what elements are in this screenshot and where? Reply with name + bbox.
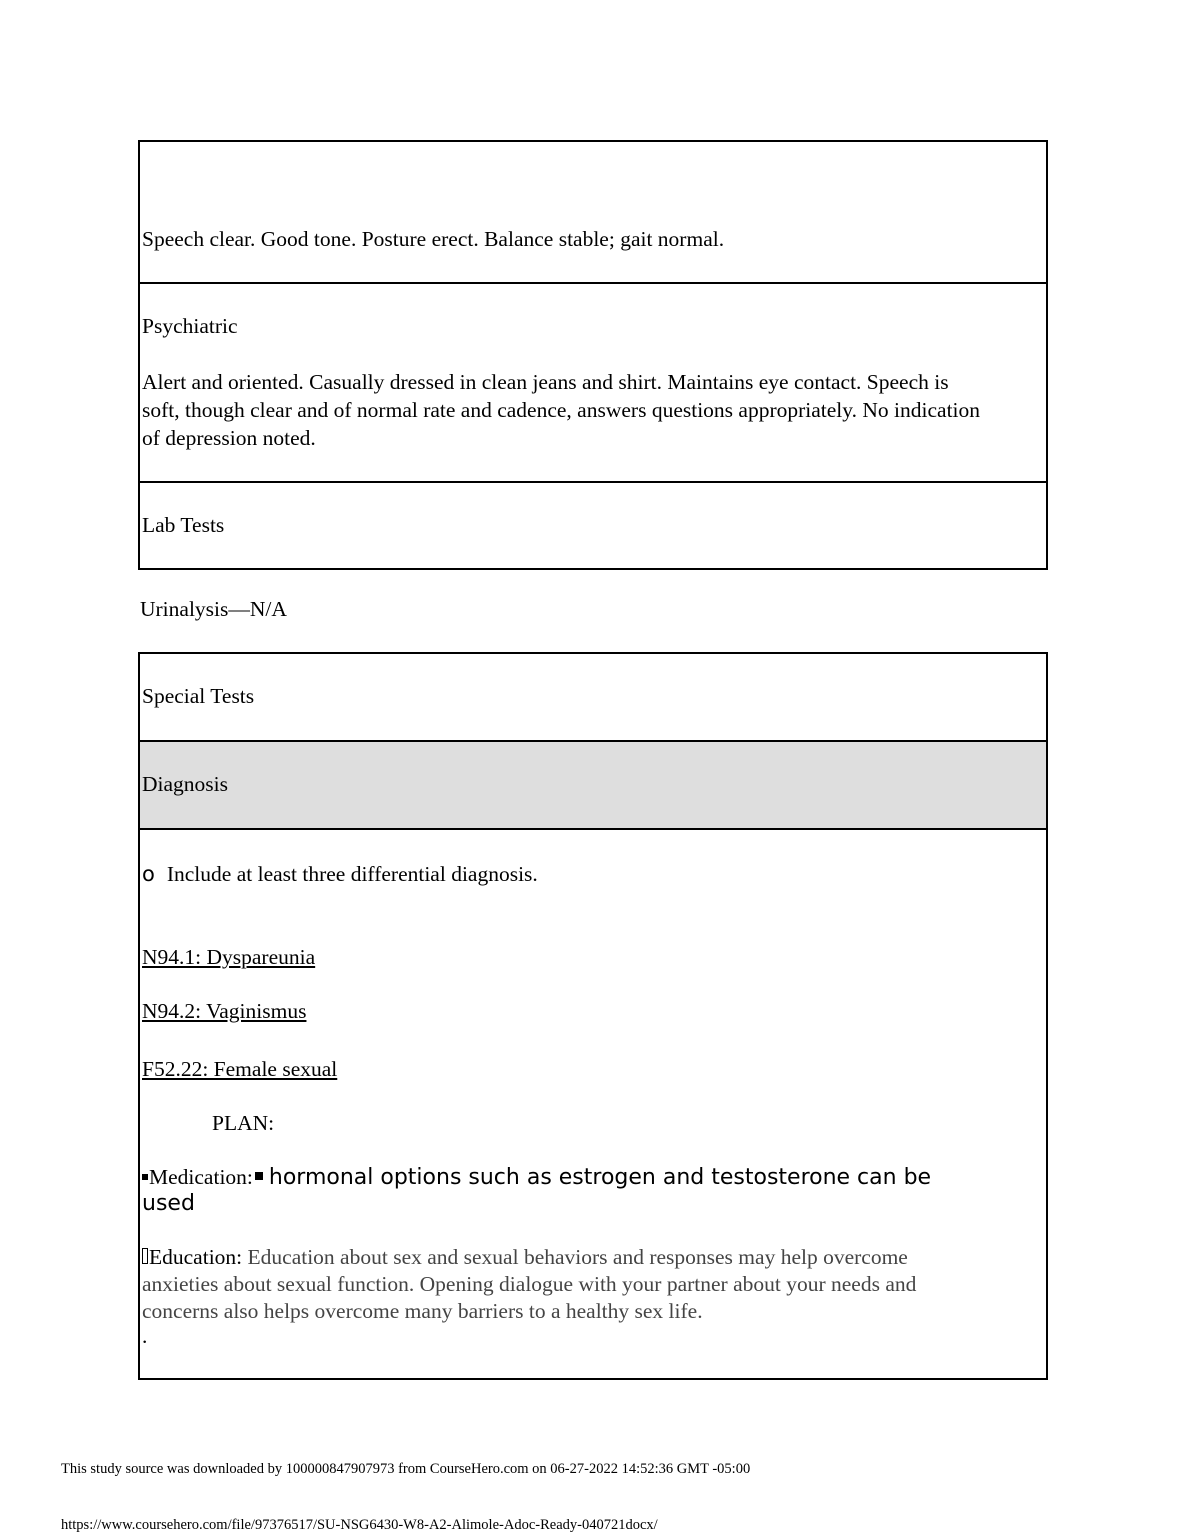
square-bullet-icon: [255, 1172, 263, 1180]
plan-heading: PLAN:: [212, 1111, 275, 1135]
education-text-line-1: Education about sex and sexual behaviors and responses may help overcome: [247, 1245, 908, 1269]
missing-glyph-icon: [142, 1248, 148, 1264]
medication-label: Medication:: [149, 1165, 253, 1189]
special-tests-heading: Special Tests: [142, 684, 255, 708]
education-text-line-3: concerns also helps overcome many barriers to a healthy sex life.: [142, 1299, 703, 1323]
lab-tests-heading: Lab Tests: [142, 513, 225, 537]
lab-tests-row: [140, 483, 1046, 568]
diagnosis-item-1: N94.1: Dyspareunia: [142, 945, 316, 969]
exam-table: [138, 140, 1048, 570]
diagnosis-content-row: [140, 830, 1046, 1378]
psychiatric-row: [140, 284, 1046, 483]
download-notice: This study source was downloaded by 100000847907973 from CourseHero.com on 06-27-2022 14:52:36 GMT -05:00: [61, 1461, 751, 1477]
instruction-item: [142, 860, 1044, 888]
education-line-1: [142, 1243, 1044, 1271]
medication-line: [142, 1163, 1044, 1191]
source-url: https://www.coursehero.com/file/97376517/SU-NSG6430-W8-A2-Alimole-Adoc-Ready-040721docx/: [61, 1517, 658, 1533]
medication-text-line-2: used: [142, 1191, 195, 1216]
psychiatric-line-1: Alert and oriented. Casually dressed in clean jeans and shirt. Maintains eye contact. Speech is: [142, 370, 949, 394]
psychiatric-heading: Psychiatric: [142, 314, 238, 338]
diagnosis-item-2: N94.2: Vaginismus: [142, 999, 307, 1023]
special-tests-row: [140, 654, 1046, 742]
psychiatric-line-2: soft, though clear and of normal rate and cadence, answers questions appropriately. No indication: [142, 398, 981, 422]
trailing-period: .: [142, 1324, 148, 1348]
urinalysis-text: Urinalysis—N/A: [140, 597, 287, 621]
neuro-text: Speech clear. Good tone. Posture erect. Balance stable; gait normal.: [142, 227, 725, 251]
medication-text-line-1: hormonal options such as estrogen and testosterone can be: [268, 1165, 932, 1190]
diagnosis-heading: Diagnosis: [142, 772, 228, 796]
psychiatric-line-3: of depression noted.: [142, 426, 316, 450]
diagnosis-item-3: F52.22: Female sexual: [142, 1057, 338, 1081]
square-bullet-icon: [142, 1174, 148, 1180]
diagnosis-row: [140, 742, 1046, 830]
instruction-text: Include at least three differential diagnosis.: [166, 862, 538, 886]
education-text-line-2: anxieties about sexual function. Opening dialogue with your partner about your needs and: [142, 1272, 917, 1296]
education-label: Education:: [149, 1245, 243, 1269]
circle-bullet-icon: o: [142, 862, 155, 886]
diagnosis-plan-table: [138, 652, 1048, 1380]
neuro-row: [140, 142, 1046, 284]
